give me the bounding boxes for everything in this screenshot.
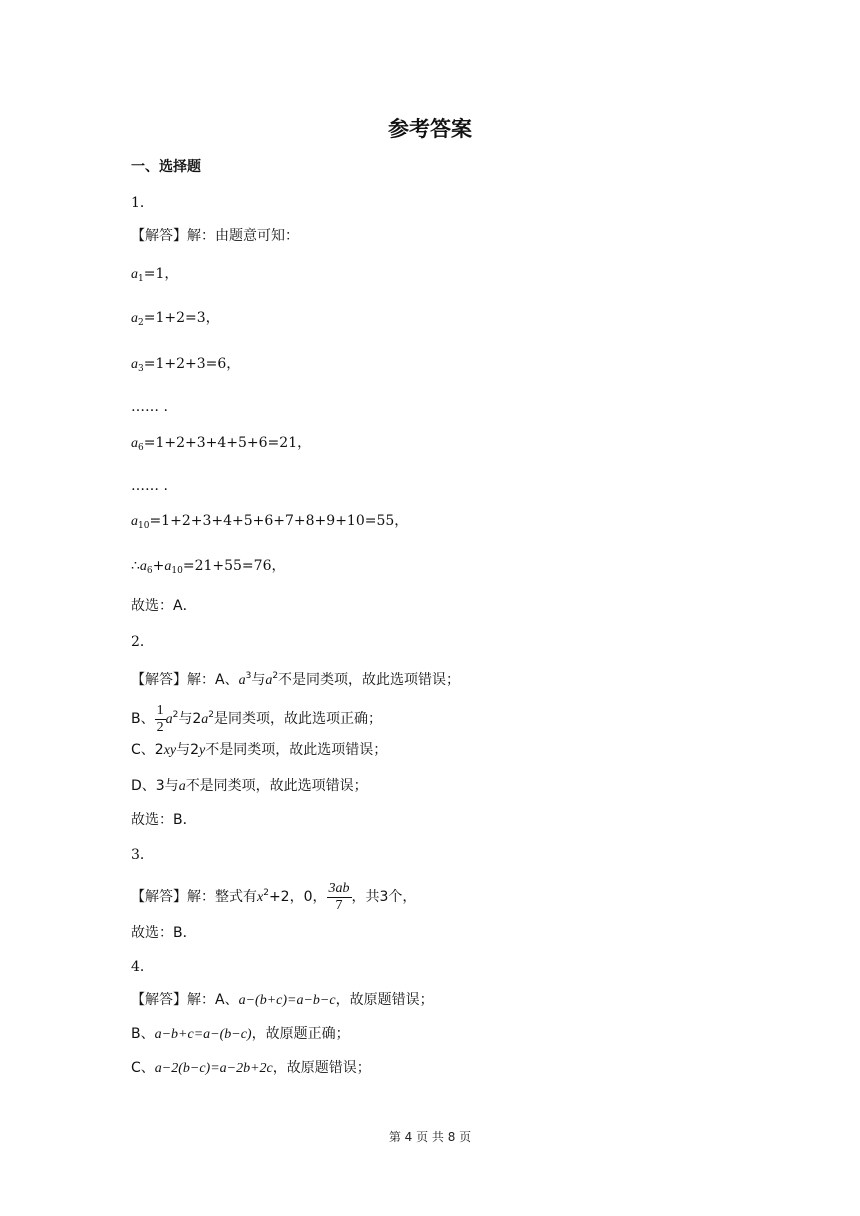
q2-choice: 故选：B． bbox=[131, 812, 197, 828]
fraction-3ab-over-7: $\frac{3ab}{7}$ bbox=[328, 880, 350, 913]
q2-option-a: 【解答】解：A、$a^3$与$a^2$不是同类项，故此选项错误； bbox=[131, 671, 461, 688]
q3-number: 3． bbox=[131, 847, 154, 863]
q2-option-c: C、2xy与2y不是同类项，故此选项错误； bbox=[131, 742, 388, 758]
q4-option-c: C、a−2(b−c)=a−2b+2c，故原题错误； bbox=[131, 1060, 371, 1076]
q1-line-a2: $a_2=1+2=3$， bbox=[131, 310, 220, 328]
q4-option-a: 【解答】解：A、a−(b+c)=a−b−c，故原题错误； bbox=[131, 992, 434, 1008]
q1-ellipsis-1: …… . bbox=[131, 399, 168, 415]
q1-ellipsis-2: …… . bbox=[131, 478, 168, 494]
q1-number: 1． bbox=[131, 195, 154, 211]
q3-answer: 【解答】解：整式有$x^2+2$，0， $\frac{3ab}{7}$ ，共3个， bbox=[131, 880, 417, 913]
section-heading: 一、选择题 bbox=[131, 159, 201, 175]
fraction-one-half: $\frac{1}{2}$ bbox=[156, 702, 164, 735]
q2-number: 2． bbox=[131, 634, 154, 650]
q1-choice: 故选：A． bbox=[131, 598, 197, 614]
q1-intro: 【解答】解：由题意可知： bbox=[131, 228, 299, 244]
q3-choice: 故选：B． bbox=[131, 925, 197, 941]
q2-option-d: D、3与a不是同类项，故此选项错误； bbox=[131, 778, 368, 794]
q4-option-b: B、a−b+c=a−(b−c)，故原题正确； bbox=[131, 1026, 350, 1042]
q1-line-a6: $a_6=1+2+3+4+5+6=21$， bbox=[131, 435, 312, 453]
page-title: 参考答案 bbox=[388, 117, 472, 141]
q1-line-a10: $a_{10}=1+2+3+4+5+6+7+8+9+10=55$， bbox=[131, 513, 409, 531]
page-footer: 第 4 页 共 8 页 bbox=[388, 1130, 472, 1144]
q1-line-a3: $a_3=1+2+3=6$， bbox=[131, 356, 241, 374]
q1-line-a1: $a_1=1$， bbox=[131, 266, 179, 284]
q4-number: 4． bbox=[131, 959, 154, 975]
q1-sum-line: $\therefore a_6+a_{10}=21+55=76$， bbox=[131, 558, 286, 576]
q2-option-b: B、 $\frac{1}{2}$ $a^2$与$2a^2$是同类项，故此选项正确； bbox=[131, 702, 382, 735]
